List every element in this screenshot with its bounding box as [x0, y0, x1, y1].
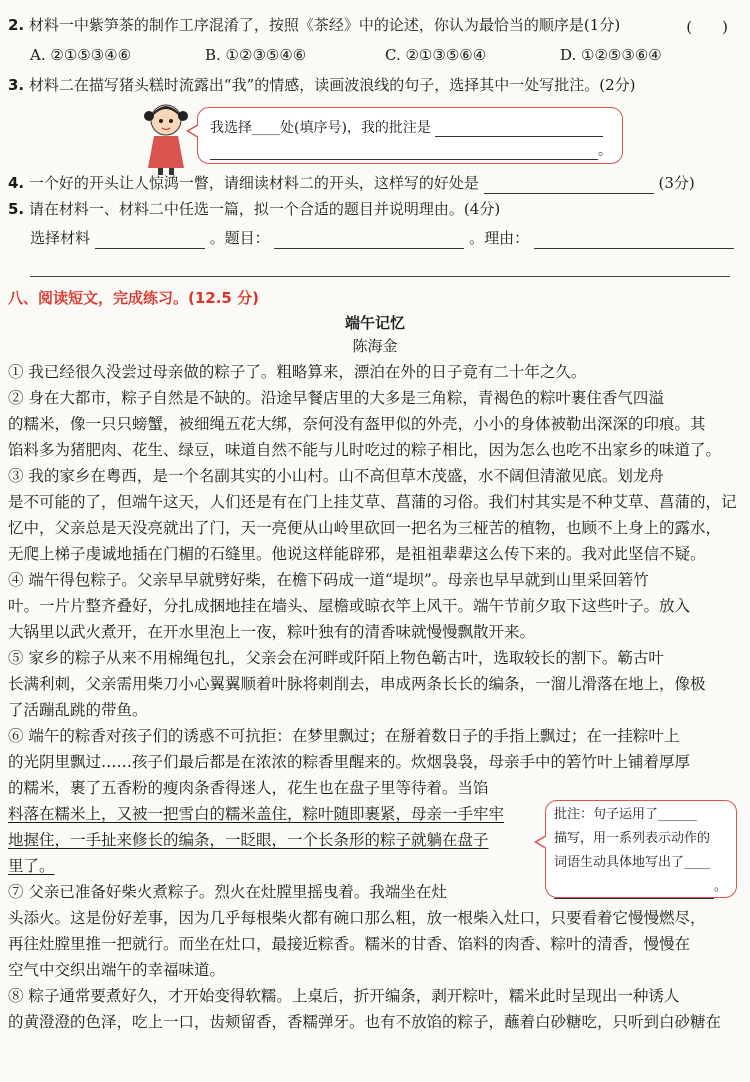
- text-line: 忆中，父亲总是天没亮就出了门，天一亮便从山岭里砍回一把名为三桠苦的植物，也顾不上身上的露水，: [8, 519, 722, 537]
- answer-blank[interactable]: [484, 177, 654, 194]
- option-d: D. ①②⑤③⑥④: [560, 46, 662, 64]
- underlined-line: 地握住，一手扯来修长的编条，一眨眼，一个长条形的粽子就躺在盘子: [8, 831, 489, 849]
- text-line: ④ 端午得包粽子。父亲早早就劈好柴，在檐下码成一道“堤坝”。母亲也早早就到山里采回箬竹: [8, 571, 649, 589]
- text-line: 是不可能的了，但端午这天，人们还是有在门上挂艾草、菖蒲的习俗。我们村其实是不种艾草、菖蒲的，记: [8, 493, 737, 511]
- question-number: 4.: [8, 174, 25, 192]
- annotation-note: [545, 800, 737, 898]
- answer-line[interactable]: [30, 276, 730, 277]
- question-number: 5.: [8, 200, 25, 218]
- paragraph-8: [8, 983, 721, 1035]
- paragraph-1: [8, 359, 586, 385]
- text-line: 的糯米，裹了五香粉的瘦肉条香得迷人，花生也在盘子里等待着。当馅: [8, 779, 489, 797]
- annotation-blank-2[interactable]: [210, 143, 598, 160]
- answer-bubble: [197, 107, 623, 164]
- note-line: 词语生动具体地写出了____: [554, 855, 711, 870]
- text-line: 无爬上梯子虔诚地插在门楣的石缝里。他说这样能辟邪，是祖祖辈辈这么传下来的。我对此坚信不疑。: [8, 545, 706, 563]
- question-text: 材料二在描写猪头糕时流露出“我”的情感，读画波浪线的句子，选择其中一处写批注。(2分): [28, 76, 636, 94]
- note-line: 描写，用一系列表示动作的: [554, 831, 711, 846]
- girl-illustration-icon: [140, 98, 192, 176]
- material-blank[interactable]: [95, 232, 205, 249]
- text-line: ① 我已经很久没尝过母亲做的粽子了。粗略算来，漂泊在外的日子竟有二十年之久。: [8, 363, 587, 381]
- paragraph-3: [8, 463, 737, 567]
- underlined-line: 里了。: [8, 857, 55, 875]
- question-text: 一个好的开头让人惊鸿一瞥，请细读材料二的开头，这样写的好处是: [28, 174, 479, 192]
- text-line: 再往灶膛里推一把就行。而坐在灶口，最接近粽香。糯米的甘香、馅料的肉香、粽叶的清香，慢慢在: [8, 935, 691, 953]
- option-a: A. ②①⑤③④⑥: [30, 46, 132, 64]
- text-line: 馅料多为猪肥肉、花生、绿豆，味道自然不能与儿时吃过的粽子相比，因为怎么也吃不出家乡的味道了。: [8, 441, 722, 459]
- bubble-end: 。: [598, 143, 612, 159]
- section-heading: 八、阅读短文，完成练习。(12.5 分): [8, 289, 259, 307]
- title-blank[interactable]: [274, 232, 464, 249]
- question-score: (3分): [658, 174, 695, 192]
- article-title: 端午记忆: [344, 314, 405, 332]
- text-line: 长满利刺，父亲需用柴刀小心翼翼顺着叶脉将刺削去，串成两条长长的编条，一溜儿滑落在地上，像极: [8, 675, 706, 693]
- bubble-prompt: 我选择____处(填序号)，我的批注是: [210, 120, 431, 136]
- option-b: B. ①②③⑤④⑥: [205, 46, 307, 64]
- text-line: 了活蹦乱跳的带鱼。: [8, 701, 148, 719]
- reason-blank[interactable]: [534, 232, 734, 249]
- annotation-blank[interactable]: [435, 120, 603, 137]
- text-line: 头添火。这是份好差事，因为几乎每根柴火都有碗口那么粗，放一根柴入灶口，只要看着它慢慢燃尽，: [8, 909, 706, 927]
- text-line: ⑦ 父亲已准备好柴火煮粽子。烈火在灶膛里摇曳着。我端坐在灶: [8, 883, 447, 901]
- note-end: 。: [714, 879, 728, 894]
- title-label: 。题目：: [209, 229, 270, 247]
- text-line: ⑧ 粽子通常要煮好久，才开始变得软糯。上桌后，折开编条，剥开粽叶，糯米此时呈现出一种诱人: [8, 987, 680, 1005]
- text-line: 大锅里以武火煮开，在开水里泡上一夜，粽叶独有的清香味就慢慢飘散开来。: [8, 623, 536, 641]
- answer-paren: ( ): [686, 18, 728, 36]
- question-number: 3.: [8, 76, 25, 94]
- text-line: 的糯米，像一只只螃蟹，被细绳五花大绑，奈何没有盔甲似的外壳，小小的身体被勒出深深的印痕。其: [8, 415, 706, 433]
- text-line: ③ 我的家乡在粤西，是一个名副其实的小山村。山不高但草木茂盛，水不阔但清澈见底。划龙舟: [8, 467, 664, 485]
- question-2: [8, 14, 620, 36]
- question-3: [8, 74, 636, 96]
- paragraph-2: [8, 385, 721, 463]
- text-line: 叶。一片片整齐叠好，分扎成捆地挂在墙头、屋檐或晾衣竿上风干。端午节前夕取下这些叶子。放入: [8, 597, 691, 615]
- text-line: ⑤ 家乡的粽子从来不用棉绳包扎，父亲会在河畔或阡陌上物色簕古叶，选取较长的割下。簕古叶: [8, 649, 664, 667]
- text-line: ② 身在大都市，粽子自然是不缺的。沿途早餐店里的大多是三角粽，青褐色的粽叶裹住香气四溢: [8, 389, 664, 407]
- question-number: 2.: [8, 16, 25, 34]
- option-c: C. ②①③⑤⑥④: [385, 46, 487, 64]
- question-4: [8, 172, 695, 194]
- reason-label: 。理由：: [469, 229, 530, 247]
- choose-label: 选择材料: [30, 229, 91, 247]
- text-line: ⑥ 端午的粽香对孩子们的诱惑不可抗拒：在梦里飘过；在掰着数日子的手指上飘过；在一挂粽叶上: [8, 727, 680, 745]
- article-author: 陈海金: [352, 337, 398, 355]
- paragraph-4: [8, 567, 690, 645]
- note-line: 批注：句子运用了______: [554, 807, 698, 822]
- q5-answer-row: [30, 227, 734, 249]
- paragraph-5: [8, 645, 706, 723]
- question-5: [8, 198, 500, 220]
- text-line: 空气中交织出端午的幸福味道。: [8, 961, 226, 979]
- underlined-line: 料落在糯米上，又被一把雪白的糯米盖住，粽叶随即裹紧，母亲一手牢牢: [8, 805, 505, 823]
- text-line: 的黄澄澄的色泽，吃上一口，齿颊留香，香糯弹牙。也有不放馅的粽子，蘸着白砂糖吃，只听到白砂糖在: [8, 1013, 722, 1031]
- text-line: 的光阴里飘过……孩子们最后都是在浓浓的粽香里醒来的。炊烟袅袅，母亲手中的箬竹叶上铺着厚厚: [8, 753, 691, 771]
- question-text: 请在材料一、材料二中任选一篇，拟一个合适的题目并说明理由。(4分): [28, 200, 501, 218]
- question-text: 材料一中紫笋茶的制作工序混淆了，按照《茶经》中的论述，你认为最恰当的顺序是(1分): [28, 16, 621, 34]
- note-blank[interactable]: [554, 882, 714, 899]
